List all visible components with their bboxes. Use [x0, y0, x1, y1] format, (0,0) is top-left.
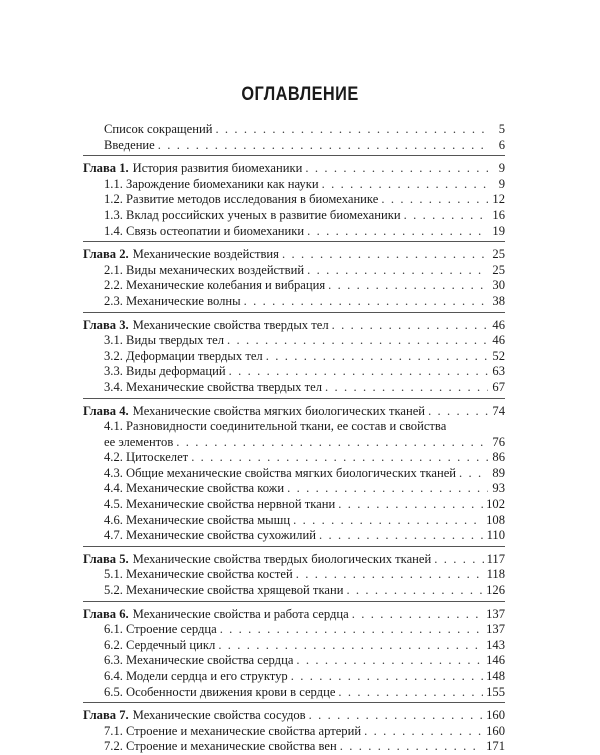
toc-entry-section[interactable] [83, 450, 505, 466]
toc-leader-dots [291, 669, 483, 685]
toc-leader-dots [319, 528, 484, 544]
toc-entry-title: 3.3. Виды деформаций [104, 364, 226, 379]
toc-entry-page: 74 [492, 403, 505, 418]
toc-leader-dots [352, 607, 483, 623]
toc-leader-dots [244, 294, 488, 310]
toc-leader-dots [364, 724, 483, 740]
toc-entry-section[interactable] [83, 513, 505, 529]
toc-entry-title: 1.2. Развитие методов исследования в биомеханике [104, 192, 379, 207]
toc-leader-dots [346, 583, 483, 599]
toc-leader-dots [309, 708, 483, 724]
toc-entry-section[interactable] [83, 263, 505, 279]
toc-entry-section[interactable] [83, 466, 505, 482]
toc-leader-dots [428, 404, 488, 420]
toc-entry-page: 9 [498, 176, 505, 191]
toc-chapter-title: Механические свойства твердых тел [132, 317, 329, 332]
toc-leader-dots [307, 224, 488, 240]
toc-entry-title: 4.2. Цитоскелет [104, 450, 189, 465]
toc-entry-section[interactable] [83, 638, 505, 654]
toc-leader-dots [325, 380, 488, 396]
toc-entry-title: 4.6. Механические свойства мышц [104, 512, 291, 527]
toc-entry-chapter[interactable] [83, 552, 505, 568]
toc-leader-dots [404, 208, 488, 224]
toc-entry-page: 143 [486, 637, 505, 652]
toc-entry-title: 7.2. Строение и механические свойства вен [104, 739, 337, 754]
toc-entry-title: 6.3. Механические свойства сердца [104, 653, 294, 668]
toc-chapter-heading [83, 607, 349, 623]
toc-entry-page: 89 [492, 465, 505, 480]
toc-entry-page: 19 [492, 223, 505, 238]
toc-entry-section[interactable] [83, 622, 505, 638]
toc-entry-section[interactable] [83, 528, 505, 544]
toc-entry-title: 2.2. Механические колебания и вибрация [104, 278, 326, 293]
toc-entry-page: 6 [498, 137, 505, 152]
toc-leader-dots [296, 653, 483, 669]
toc-entry-title: 2.3. Механические волны [104, 293, 241, 308]
toc-entry-front[interactable] [83, 138, 505, 154]
toc-entry-page: 46 [492, 333, 505, 348]
toc-chapter-title: История развития биомеханики [132, 161, 303, 176]
toc-entry-section[interactable] [83, 278, 505, 294]
toc-entry-title: 3.2. Деформации твердых тел [104, 348, 263, 363]
toc-entry-page: 16 [492, 207, 505, 222]
toc-entry-title: 6.5. Особенности движения крови в сердце [104, 684, 336, 699]
toc-entry-page: 63 [492, 364, 505, 379]
toc-entry-title: 6.4. Модели сердца и его структур [104, 669, 288, 683]
toc-leader-dots [459, 466, 488, 482]
toc-entry-page: 9 [498, 161, 505, 176]
toc-entry-title: 2.1. Виды механических воздействий [104, 262, 305, 277]
toc-entry-title: 3.1. Виды твердых тел [104, 333, 224, 348]
toc-leader-dots [338, 685, 483, 701]
toc-entry-page: 38 [492, 293, 505, 308]
toc-chapter-number: Глава 4. [83, 403, 129, 418]
toc-chapter-title: Механические свойства твердых биологических тканей [132, 551, 432, 566]
toc-chapter-number: Глава 2. [83, 247, 129, 262]
toc-chapter-heading [83, 161, 302, 177]
toc-leader-dots [227, 333, 488, 349]
toc-entry-page: 5 [498, 122, 505, 136]
toc-entry-section[interactable] [83, 208, 505, 224]
toc-chapter-number: Глава 7. [83, 708, 129, 723]
toc-leader-dots [340, 739, 483, 755]
toc-entry-chapter[interactable] [83, 318, 505, 334]
toc-entry-page: 148 [486, 669, 505, 683]
toc-chapter-heading [83, 708, 306, 724]
toc-entry-title: 5.1. Механические свойства костей [104, 567, 293, 582]
toc-entry-section[interactable] [83, 294, 505, 310]
toc-entry-chapter[interactable] [83, 404, 505, 420]
toc-entry-title: 1.4. Связь остеопатии и биомеханики [104, 223, 305, 238]
toc-entry-page: 155 [486, 684, 505, 699]
toc-entry-title: 4.3. Общие механические свойства мягких биологических тканей [104, 465, 457, 480]
toc-leader-dots [305, 161, 488, 177]
toc-chapter-number: Глава 5. [83, 551, 129, 566]
toc-entry-title: 6.1. Строение сердца [104, 622, 217, 637]
toc-entry-section[interactable] [83, 739, 505, 755]
toc-chapter-title: Механические свойства и работа сердца [132, 606, 349, 621]
toc-entry-section[interactable] [83, 333, 505, 349]
toc-entry-chapter[interactable] [83, 607, 505, 623]
toc-leader-dots [176, 435, 488, 451]
toc-entry-title: 1.3. Вклад российских ученых в развитие биомеханики [104, 207, 401, 222]
toc-entry-page: 93 [492, 481, 505, 496]
toc-leader-dots [296, 567, 484, 583]
toc-entry-chapter[interactable] [83, 161, 505, 177]
table-of-contents [83, 122, 505, 755]
toc-leader-dots [218, 638, 483, 654]
toc-entry-page: 108 [486, 512, 505, 527]
toc-entry-page: 171 [486, 739, 505, 754]
toc-leader-dots [229, 364, 488, 380]
toc-entry-section[interactable] [83, 583, 505, 599]
toc-entry-page: 102 [486, 497, 505, 512]
toc-entry-section-continued[interactable] [83, 435, 505, 451]
toc-chapter-title: Механические свойства мягких биологических тканей [132, 403, 426, 418]
toc-entry-title: 7.1. Строение и механические свойства артерий [104, 723, 362, 738]
toc-entry-section[interactable] [83, 380, 505, 396]
toc-leader-dots [158, 138, 488, 154]
toc-leader-dots [191, 450, 488, 466]
toc-chapter-title: Механические воздействия [132, 247, 279, 262]
toc-entry-section[interactable] [83, 653, 505, 669]
toc-entry-section[interactable] [83, 567, 505, 583]
toc-entry-page: 12 [492, 192, 505, 207]
toc-leader-dots [282, 247, 488, 263]
toc-leader-dots [215, 122, 488, 138]
toc-entry-section[interactable] [83, 685, 505, 701]
toc-leader-dots [266, 349, 488, 365]
toc-entry-title: 4.1. Разновидности соединительной ткани, ее состав и свойства [104, 419, 447, 434]
page-title: ОГЛАВЛЕНИЕ [241, 84, 359, 105]
toc-leader-dots [220, 622, 483, 638]
toc-entry-section[interactable] [83, 497, 505, 513]
toc-leader-dots [332, 318, 488, 334]
toc-entry-title: 6.2. Сердечный цикл [104, 637, 216, 652]
toc-chapter-number: Глава 3. [83, 317, 129, 332]
toc-chapter-title: Механические свойства сосудов [132, 708, 306, 723]
toc-leader-dots [338, 497, 483, 513]
toc-entry-page: 30 [492, 278, 505, 293]
toc-leader-dots [293, 513, 483, 529]
toc-entry-page: 110 [486, 528, 505, 543]
toc-entry-section[interactable] [83, 349, 505, 365]
toc-entry-page: 46 [492, 317, 505, 332]
toc-chapter-heading [83, 552, 431, 568]
toc-entry-page: 118 [486, 567, 505, 582]
toc-leader-dots [381, 192, 488, 208]
toc-chapter-number: Глава 1. [83, 161, 129, 176]
toc-entry-title: 4.7. Механические свойства сухожилий [104, 528, 316, 543]
toc-entry-title-continued: ее элементов [104, 434, 174, 449]
toc-entry-section[interactable] [83, 481, 505, 497]
toc-entry-page: 76 [492, 434, 505, 449]
toc-entry-page: 67 [492, 379, 505, 394]
toc-entry-title: 4.5. Механические свойства нервной ткани [104, 497, 336, 512]
toc-entry-chapter[interactable] [83, 247, 505, 263]
toc-entry-title: 4.4. Механические свойства кожи [104, 481, 285, 496]
toc-entry-title: Введение [104, 137, 155, 152]
toc-entry-page: 86 [492, 450, 505, 465]
toc-entry-title: Список сокращений [104, 122, 213, 136]
toc-chapter-heading [83, 404, 425, 420]
toc-entry-page: 117 [486, 551, 505, 566]
toc-entry-section[interactable] [83, 669, 505, 685]
toc-entry-page: 137 [486, 606, 505, 621]
toc-entry-section[interactable] [83, 224, 505, 240]
toc-entry-page: 52 [492, 348, 505, 363]
toc-leader-dots [322, 177, 488, 193]
toc-entry-title: 1.1. Зарождение биомеханики как науки [104, 176, 319, 191]
toc-entry-section[interactable] [83, 364, 505, 380]
toc-entry-section[interactable] [83, 419, 505, 435]
toc-entry-title: 3.4. Механические свойства твердых тел [104, 379, 323, 394]
toc-leader-dots [328, 278, 488, 294]
toc-entry-page: 160 [486, 723, 505, 738]
toc-entry-section[interactable] [83, 724, 505, 740]
toc-entry-page: 137 [486, 622, 505, 637]
toc-leader-dots [307, 263, 488, 279]
toc-chapter-number: Глава 6. [83, 606, 129, 621]
toc-entry-page: 25 [492, 247, 505, 262]
toc-entry-page: 146 [486, 653, 505, 668]
toc-leader-dots [434, 552, 483, 568]
toc-entry-page: 126 [486, 583, 505, 598]
toc-entry-page: 160 [486, 708, 505, 723]
toc-entry-page: 25 [492, 262, 505, 277]
toc-entry-title: 5.2. Механические свойства хрящевой ткани [104, 583, 344, 598]
toc-leader-dots [287, 481, 488, 497]
toc-chapter-heading [83, 247, 279, 263]
toc-entry-chapter[interactable] [83, 708, 505, 724]
toc-entry-front[interactable] [83, 122, 505, 138]
toc-entry-section[interactable] [83, 177, 505, 193]
toc-entry-section[interactable] [83, 192, 505, 208]
toc-chapter-heading [83, 318, 329, 334]
